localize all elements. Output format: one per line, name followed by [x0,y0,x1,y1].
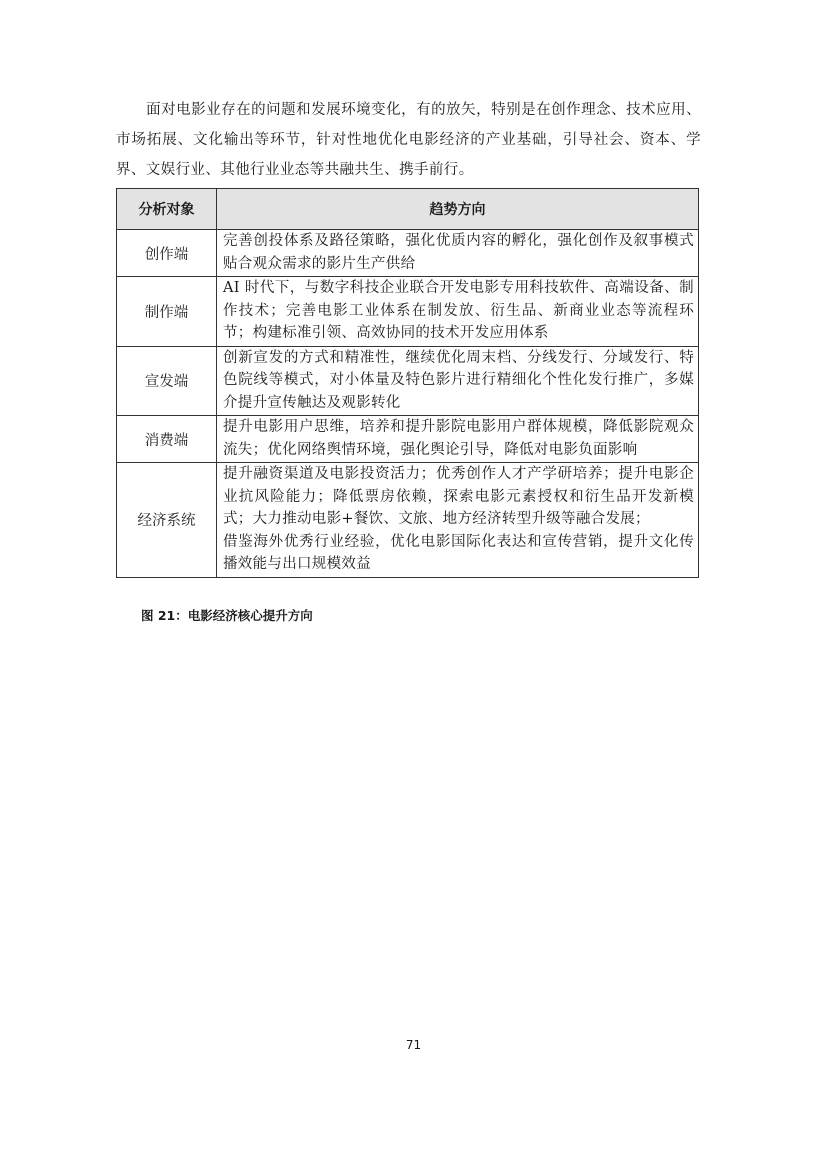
row-subject: 经济系统 [117,463,217,578]
table-row [117,230,699,277]
row-subject: 消费端 [117,416,217,463]
row-direction [217,463,699,578]
row-direction: 创新宣发的方式和精准性，继续优化周末档、分线发行、分域发行、特色院线等模式，对小体量及特色影片进行精细化个性化发行推广，多媒介提升宣传触达及观影转化 [217,346,699,416]
table-row [117,463,699,578]
page-number: 71 [405,1038,422,1052]
intro-text: 面对电影业存在的问题和发展环境变化，有的放矢，特别是在创作理念、技术应用、市场拓展、文化输出等环节，针对性地优化电影经济的产业基础，引导社会、资本、学界、文娱行业、其他行业业态等共融共生、携手前行。 [116,102,701,178]
row-direction: AI 时代下，与数字科技企业联合开发电影专用科技软件、高端设备、制作技术；完善电影工业体系在制发放、衍生品、新商业业态等流程环节；构建标准引领、高效协同的技术开发应用体系 [217,277,699,347]
direction-paragraph-extra: 借鉴海外优秀行业经验，优化电影国际化表达和宣传营销，提升文化传播效能与出口规模效益 [223,533,694,572]
table-row [117,416,699,463]
header-direction: 趋势方向 [217,189,699,230]
row-direction: 完善创投体系及路径策略，强化优质内容的孵化，强化创作及叙事模式贴合观众需求的影片生产供给 [217,230,699,277]
table-row [117,277,699,347]
table-row [117,346,699,416]
direction-paragraph: 提升融资渠道及电影投资活力；优秀创作人才产学研培养；提升电影企业抗风险能力；降低票房依赖，探索电影元素授权和衍生品开发新模式；大力推动电影+餐饮、文旅、地方经济转型升级等融合发展； [223,466,694,527]
intro-paragraph [116,95,701,185]
trend-table [116,188,699,578]
row-subject: 制作端 [117,277,217,347]
table-header-row [117,189,699,230]
row-subject: 创作端 [117,230,217,277]
header-subject: 分析对象 [117,189,217,230]
row-direction: 提升电影用户思维，培养和提升影院电影用户群体规模，降低影院观众流失；优化网络舆情环境，强化舆论引导，降低对电影负面影响 [217,416,699,463]
row-subject: 宣发端 [117,346,217,416]
figure-caption: 图 21：电影经济核心提升方向 [141,608,313,623]
